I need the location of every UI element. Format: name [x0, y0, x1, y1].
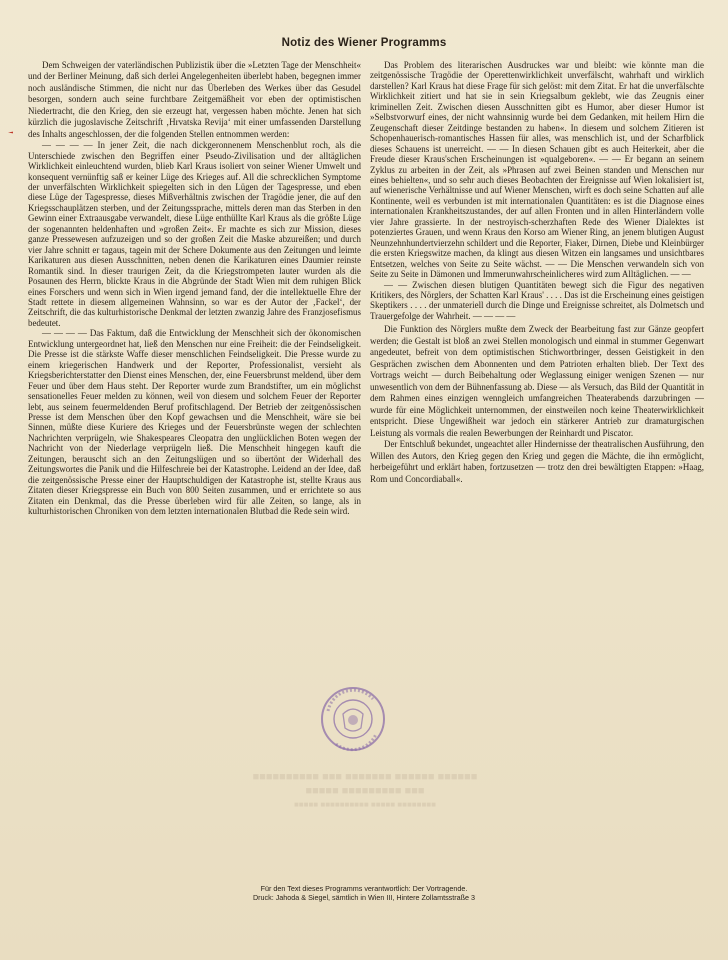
left-column	[28, 60, 361, 516]
left-paragraph-2: — — — — In jener Zeit, die nach dickgeronnenem Menschenblut roch, als die Unterschiede zwischen den Begriffen einer Pseudo-Zivilisation und der alltäglichen Wirklichkeit einleuchtend wurden, blieb Karl Kraus isoliert von seiner Wiener Umwelt und konsequent vernünftig saß er keiner Lüge des Krieges auf. All die schrecklichen Symptome der unverfälschten Wirklichkeit spiegelten sich in den Lügen der Tagespresse, und eben diese Lüge der Tagespresse, dieses Mißverhältnis zwischen der Tragödie jener, die auf den Kriegsschauplätzen sterben, und der Zeitungssprache, mittels deren man das Sterben in den Gewinn einer Extraausgabe verwandelt, diese Lüge enthüllte Karl Kraus als die größte Lüge der sogenannten heldenhaften und »großen Zeit«. Er machte es sich zur Mission, dieses ganze Pressewesen aufzuzeigen und so der großen Zeit die Maske abzureißen; und durch vier Jahre schnitt er tagaus, tagein mit der Schere Dokumente aus den Zeitungen und leimte Karikaturen aus diesen Ausschnitten, neben denen die Karikaturen eines Daumier reinste Romantik sind. In dieser traurigen Zeit, da die Kriegstrompeten lauter wurden als die Posaunen des Herrn, blickte Kraus in die Abgründe der Stadt Wien mit dem ruhigen Blick eines Forschers und wenn sich in Wien irgend jemand fand, der die intellektuelle Ehre der Stadt rettete in diesem allgemeinen Wahnsinn, so war es der Autor der ‚Fackel‘, der Zeitschrift, die das kulturhistorische Denkmal der letzten zwanzig Jahre des Franzjosefismus bedeutet.	[28, 140, 361, 328]
library-stamp	[318, 684, 388, 754]
show-through-text: ■■■■■■ ■■■■■■ ■■■■■■■ ■■■ ■■■■■■■■■■ ■■■ ■■■■■■■■■ ■■■■■ ■■■■■■■■ ■■■■■ ■■■■■■■■■■ ■■■■■	[252, 771, 478, 809]
footer-printer: Druck: Jahoda & Siegel, sämtlich in Wien III, Hintere Zollamtsstraße 3	[252, 892, 476, 902]
red-margin-mark	[8, 130, 13, 135]
left-paragraph-1: Dem Schweigen der vaterländischen Publizistik über die »Letzten Tage der Menschheit« und der Berliner Meinung, daß sich derlei Angelegenheiten überlebt haben, begegnen immer noch ausländische Stimmen, die nicht nur das Überleben des Werkes über das Gesudel besorgen, sondern auch seine furchtbare Zeitgemäßheit vor eben der optimistischen Niedertracht, die den Krieg, den sie erzeugt hat, vergessen haben möchte. Jenen hat sich kürzlich die jugoslavische Zeitschrift ‚Hrvatska Revija‘ mit einer umfassenden Darstellung des Inhalts angeschlossen, der die folgenden Stellen entnommen werden:	[28, 60, 361, 139]
page-title: Notiz des Wiener Programms	[281, 37, 447, 49]
right-paragraph-4: Der Entschluß bekundet, ungeachtet aller Hindernisse der theatralischen Ausführung, den Willen des Autors, den Krieg gegen den Krieg und gegen die Mächte, die ihn ermöglicht, herbeigeführt und erklärt haben, fortzusetzen — trotz den drei bewältigten Etappen: »Haag, Rom und Concordiaball«.	[370, 439, 704, 484]
left-paragraph-3: — — — — Das Faktum, daß die Entwicklung der Menschheit sich der ökonomischen Entwicklung untergeordnet hat, ließ den Menschen nur eine Freiheit: die der Feindseligkeit. Die Presse ist die stärkste Waffe dieser menschlichen Feindseligkeit. Die Presse wurde zu einem kriegerischen Handwerk und der Reporter, Professionalist, versieht als Kriegsberichterstatter den Dienst eines Menschen, der, eine Feuersbrunst meldend, über dem Feuer und über dem Haus steht. Der Reporter wurde zum Brandstifter, um ein möglichst sensationelles Feuer melden zu können, weil von diesem und solchem Feuer der Reporter lebt, aus seinem feuermeldenden Beruf profitschlagend. Der Betrieb der zeitgenössischen Presse ist dem Menschen über den Kopf gewachsen und die Menschheit, wäre sie bei Sinnen, müßte diese Kuriere des Krieges und der Feuersbrünste wegen der schlechten Nachrichten verprügeln, wie Shakespeares Cleopatra den unglücklichen Boten wegen der Nachricht von der Niederlage verprügeln ließ. Die Menschheit hingegen kauft die Zeitungen, berauscht sich an den Zeitungslügen und so übertönt der Widerhall des Zeitungswortes die Panik und die Hilfeschreie bei der Katastrophe. Leidend an der Idee, daß die zeitgenössische Presse einer der Hauptschuldigen der Katastrophe ist, stellte Kraus aus Zitaten dieser Kriegspresse ein Buch von 800 Seiten zusammen, und er errichtete so aus Zitaten ein Denkmal, das die Presse überleben wird für alle Zeiten, so lange, als in kulturhistorischen Chroniken von dem letzten internationalen Blutbad die Rede sein wird.	[28, 328, 361, 517]
right-paragraph-2: — — Zwischen diesen blutigen Quantitäten bewegt sich die Figur des negativen Kritikers, des Nörglers, der Schatten Karl Kraus' . . . . Das ist die Erscheinung eines geistigen Skeptikers . . . . der unmateriell durch die Dinge und Ereignisse schreitet, als Dolmetsch und Trauergefolge der Wahrheit. — — — —	[370, 279, 704, 321]
right-paragraph-1: Das Problem des literarischen Ausdruckes war und bleibt: wie könnte man die zeitgenössische Tragödie der Operettenwirklichkeit unverfälscht, wahrhaft und wirklich darstellen? Karl Kraus hat diese Frage für sich gelöst: mit dem Zitat. Er hat die unverfälschte Wirklichkeit zitiert und hat sie in sein Kriegsalbum geklebt, wie das Zeugnis einer kriminellen Zeit. Zwischen diesen Ausschnitten gibt es Humor, aber dieser Humor ist »Selbstvorwurf eines, der nicht wahnsinnig wurde bei dem Gedanken, mit heilem Hirn die Zeugenschaft dieser Zeitdinge bestanden zu haben«. In diesem und solchem Zitieren ist Schopenhauerisch-romantisches Hassen für alles, was menschlich ist, und der Scharfblick dieses Schauens ist unerreicht. — — In diesen Schauen gibt es auch Heiterkeit, aber die Freude dieser Kraus'schen Erscheinungen ist »qualgeboren«. — — Er begann an seinem Zyklus zu arbeiten in der Zeit, als »Phrasen auf zwei Beinen standen und Menschen nur eines behielten«, und so sehr auch dieses Beobachten der Ereignisse auf Wien lokalisiert ist, auf wienerische Verhältnisse und auf Wiener Menschen, wirft es doch seine Schatten auf alle Kontinente, weil es verbunden ist mit internationalen Quantitäten: es ist die Diagnose eines internationalen Krankheitszustandes, der auf allen Fronten und in allen Hinterländern volle vier Jahre grassierte. In der nestroyisch-scherzhaften Rede des Wiener Dialektes ist potenziertes Grauen, und wenn Kraus den Korso am Wiener Ring, an jenem blutigen August Neunzehnhundertvierzehn schildert und die Reporter, Fiaker, Dirnen, Diebe und Kleinbürger die ersten Kriegswitze machen, da klingt aus diesen Witzen ein langsames und unsichtbares Entsetzen, welches von Seite zu Seite wächst. — — Die Menschen verwandeln sich von Seite zu Seite in Dämonen und Immerunwahrscheinlicheres wird zum Alltäglichen. — —	[370, 60, 704, 280]
footer	[0, 885, 728, 902]
footer-responsibility: Für den Text dieses Programms verantwortlich: Der Vortragende.	[260, 884, 468, 893]
right-paragraph-3: Die Funktion des Nörglers mußte dem Zweck der Bearbeitung fast zur Gänze geopfert werden; die Gestalt ist bloß an zwei Stellen monologisch und einmal in stummer Gegenwart angedeutet, befreit von dem optimistischen Stichwortbringer, dessen Geistigkeit in den Gesprächen zwischen dem Abonnenten und dem Patrioten erhalten blieb. Der Text des Vortrags weicht — durch Beibehaltung oder Weglassung einiger wenigen Szenen — nur unwesentlich von dem der Bühnenfassung ab. Diese — als Versuch, das Bild der Quantität in dem Rahmen eines einzigen wenngleich umfangreichen Theaterabends darzubringen — wurde für eine Möglichkeit unternommen, der einstweilen noch keine Theaterwirklichkeit entspricht. Diese Ungewißheit war jedoch ein stärkerer Antrieb zur dramaturgischen Leistung als vormals die realen Bewerbungen der Reinhardt und Piscator.	[370, 324, 704, 438]
right-column	[370, 60, 704, 485]
